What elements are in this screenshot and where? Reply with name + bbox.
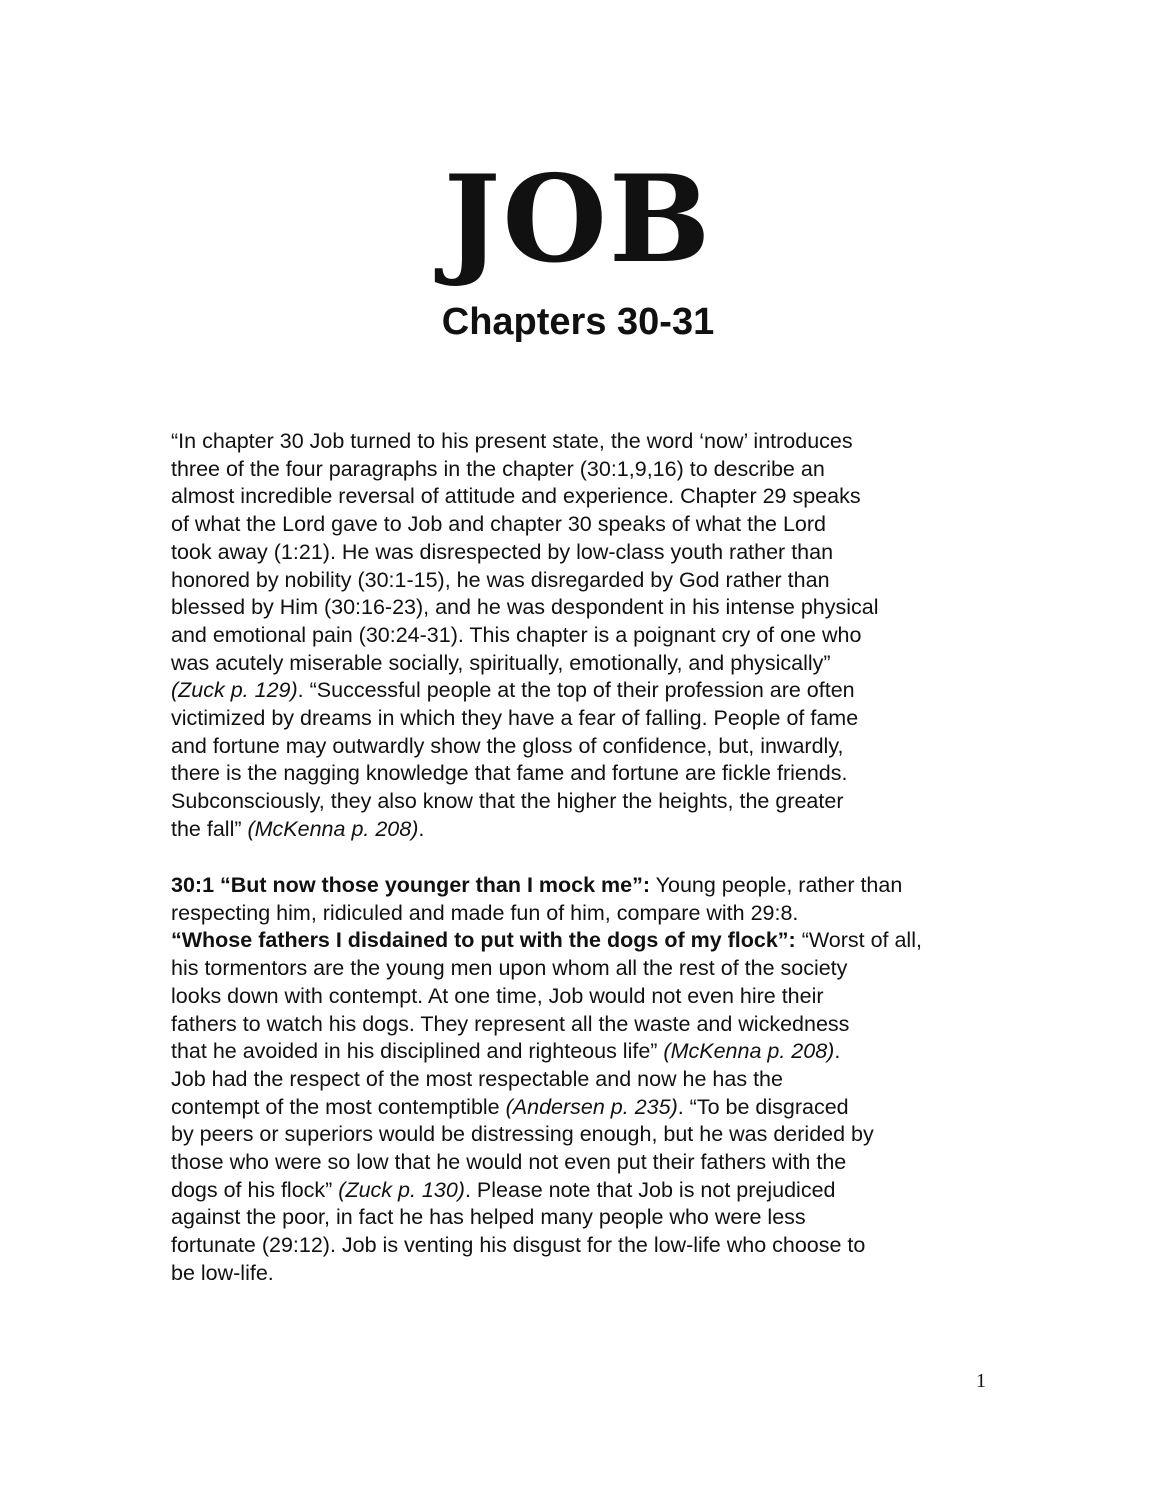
text-segment: victimized by dreams in which they have a fear of falling. People of fame (171, 706, 859, 731)
text-segment: be low-life. (171, 1260, 274, 1285)
text-segment: . (834, 1039, 841, 1064)
text-line (171, 705, 1001, 733)
text-line (171, 428, 1001, 456)
text-segment: three of the four paragraphs in the chapter (30:1,9,16) to describe an (171, 456, 825, 481)
text-line (171, 900, 1001, 928)
text-line (171, 1149, 1001, 1177)
text-line (171, 594, 1001, 622)
text-segment: respecting him, ridiculed and made fun of him, compare with 29:8. (171, 900, 799, 925)
page-title: JOB (443, 149, 713, 290)
text-line (171, 983, 1001, 1011)
text-segment: “Worst of all, (795, 928, 922, 953)
text-segment: of what the Lord gave to Job and chapter 30 speaks of what the Lord (171, 512, 826, 537)
text-segment: those who were so low that he would not even put their fathers with the (171, 1150, 847, 1175)
text-segment: took away (1:21). He was disrespected by low-class youth rather than (171, 539, 834, 564)
page-subtitle: Chapters 30-31 (441, 301, 715, 343)
text-segment: fortunate (29:12). Job is venting his disgust for the low-life who choose to (171, 1233, 866, 1258)
text-line (171, 483, 1001, 511)
text-segment: contempt of the most contemptible (171, 1094, 506, 1119)
text-segment: and emotional pain (30:24-31). This chapter is a poignant cry of one who (171, 622, 862, 647)
text-segment: by peers or superiors would be distressing enough, but he was derided by (171, 1122, 874, 1147)
text-line (171, 955, 1001, 983)
text-segment: “In chapter 30 Job turned to his present state, the word ‘now’ introduces (171, 429, 853, 453)
text-line (171, 1232, 1001, 1260)
text-segment: Young people, rather than (650, 873, 903, 897)
text-segment: his tormentors are the young men upon whom all the rest of the society (171, 956, 848, 981)
text-line (171, 1177, 1001, 1205)
text-line (171, 816, 1001, 844)
text-line (171, 511, 1001, 539)
text-segment: looks down with contempt. At one time, Job would not even hire their (171, 983, 824, 1008)
text-line (171, 650, 1001, 678)
citation: (Andersen p. 235) (505, 1094, 678, 1119)
verse-commentary-paragraph (171, 872, 1001, 1288)
text-segment: that he avoided in his disciplined and righteous life” (171, 1039, 664, 1064)
text-line (171, 539, 1001, 567)
text-segment: Job had the respect of the most respectable and now he has the (171, 1066, 783, 1091)
text-segment: honored by nobility (30:1-15), he was disregarded by God rather than (171, 567, 830, 592)
text-segment: dogs of his flock” (171, 1177, 339, 1202)
bold-quote: 30:1 “But now those younger than I mock me”: (171, 873, 651, 897)
text-line (171, 1038, 1001, 1066)
text-line (171, 1066, 1001, 1094)
citation: (Zuck p. 130) (338, 1177, 465, 1202)
text-line (171, 677, 1001, 705)
bold-quote: “Whose fathers I disdained to put with the dogs of my flock”: (171, 928, 796, 953)
text-line (171, 567, 1001, 595)
citation: (McKenna p. 208) (247, 816, 419, 841)
text-segment: and fortune may outwardly show the gloss of confidence, but, inwardly, (171, 733, 844, 758)
text-segment: . “To be disgraced (677, 1094, 849, 1119)
page-number: 1 (976, 1370, 986, 1392)
citation: (McKenna p. 208) (663, 1039, 835, 1064)
citation: (Zuck p. 129) (171, 678, 298, 703)
text-line (171, 1094, 1001, 1122)
intro-paragraph (171, 428, 1001, 844)
text-segment: . Please note that Job is not prejudiced (464, 1177, 836, 1202)
text-line (171, 760, 1001, 788)
text-segment: almost incredible reversal of attitude and experience. Chapter 29 speaks (171, 484, 861, 509)
text-line (171, 456, 1001, 484)
text-line (171, 788, 1001, 816)
text-line (171, 927, 1001, 955)
text-line (171, 1204, 1001, 1232)
text-segment: the fall” (171, 816, 248, 841)
text-segment: . “Successful people at the top of their profession are often (297, 678, 855, 703)
text-line (171, 1011, 1001, 1039)
text-segment: against the poor, in fact he has helped many people who were less (171, 1205, 806, 1230)
text-segment: Subconsciously, they also know that the higher the heights, the greater (171, 789, 844, 814)
text-segment: blessed by Him (30:16-23), and he was despondent in his intense physical (171, 595, 879, 620)
text-segment: was acutely miserable socially, spiritually, emotionally, and physically” (171, 650, 831, 675)
text-segment: there is the nagging knowledge that fame and fortune are fickle friends. (171, 761, 848, 786)
text-line (171, 872, 1001, 900)
text-line (171, 1260, 1001, 1288)
text-segment: fathers to watch his dogs. They represent all the waste and wickedness (171, 1011, 850, 1036)
text-segment: . (418, 816, 425, 841)
text-line (171, 1121, 1001, 1149)
text-line (171, 733, 1001, 761)
text-line (171, 622, 1001, 650)
